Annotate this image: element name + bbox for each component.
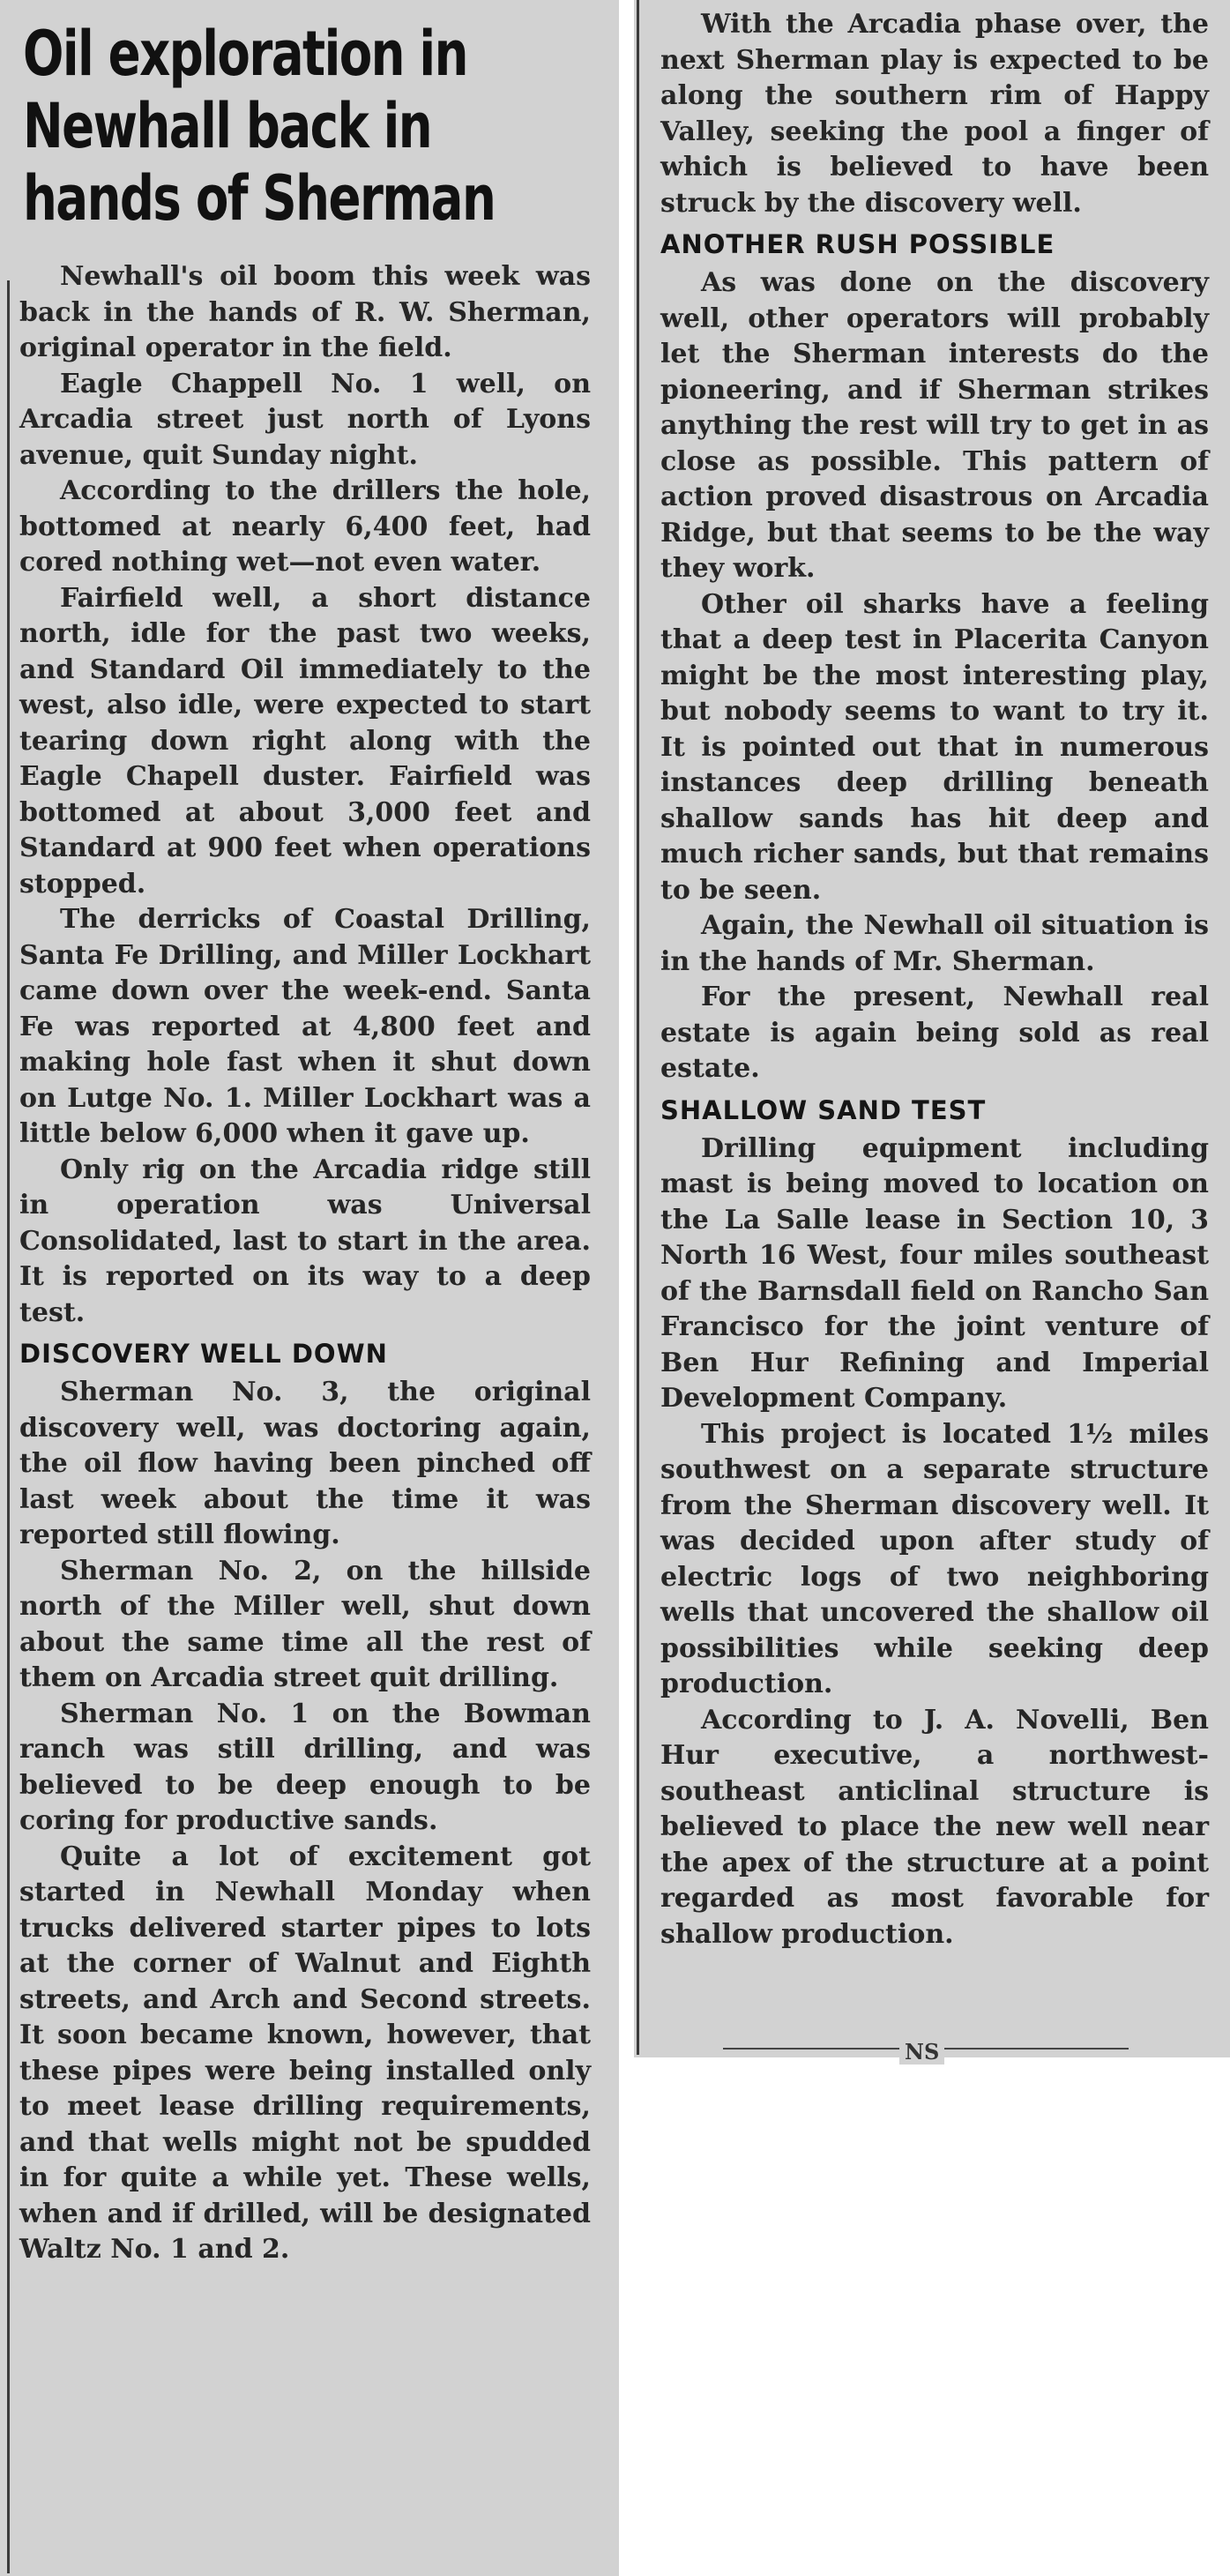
paragraph: Sherman No. 2, on the hillside north of the Miller well, shut down about the same time all the rest of them on Arcadia street quit drilling. [19, 1555, 591, 1693]
paragraph: Fairfield well, a short distance north, idle for the past two weeks, and Standard Oil immediately to the west, also idle, were expected to start tearing down right along with the Eagle Chapell duster. Fairfield was bottomed at about 3,000 feet and Standard at 900 feet when operations stopped. [19, 582, 591, 900]
paragraph: Sherman No. 1 on the Bowman ranch was still drilling, and was believed to be deep enough to be coring for productive sands. [19, 1698, 591, 1836]
paragraph: The derricks of Coastal Drilling, Santa Fe Drilling, and Miller Lockhart came down over the week-end. Santa Fe was reported at 4,800 feet and making hole fast when it shut down on Lutge No. 1. Miller Lockhart was a little below 6,000 when it gave up. [19, 904, 591, 1149]
paragraph: This project is located 1½ miles southwest on a separate structure from the Sherman discovery well. It was decided upon after study of electric logs of two neighboring wells that uncovered the shallow oil possibilities while seeking deep production. [660, 1418, 1209, 1699]
paragraph: With the Arcadia phase over, the next Sherman play is expected to be along the southern rim of Happy Valley, seeking the pool a finger of which is believed to have been struck by the discovery well. [660, 9, 1209, 219]
paragraph: According to the drillers the hole, bottomed at nearly 6,400 feet, had cored nothing wet—not even water. [19, 475, 591, 578]
column-rule-left [7, 280, 10, 2573]
headline: Oil exploration in Newhall back in hands of Sherman [23, 18, 496, 235]
subhead-shallow-sand-test: SHALLOW SAND TEST [660, 1094, 987, 1125]
signoff: NS [899, 2039, 944, 2065]
paragraph: According to J. A. Novelli, Ben Hur executive, a northwest-southeast anticlinal structure is believed to place the new well near the apex of the structure at a point regarded as most favorable for shallow production. [660, 1704, 1209, 1950]
paragraph: Again, the Newhall oil situation is in the hands of Mr. Sherman. [660, 910, 1209, 977]
right-column [634, 0, 1230, 2057]
subhead-another-rush-possible: ANOTHER RUSH POSSIBLE [660, 229, 1055, 259]
paragraph: Eagle Chappell No. 1 well, on Arcadia street just north of Lyons avenue, quit Sunday night. [19, 368, 591, 471]
paragraph: Newhall's oil boom this week was back in the hands of R. W. Sherman, original operator in the field. [19, 261, 591, 363]
paragraph: Drilling equipment including mast is being moved to location on the La Salle lease in Section 10, 3 North 16 West, four miles southeast of the Barnsdall field on Rancho San Francisco for the joint venture of Ben Hur Refining and Imperial Development Company. [660, 1132, 1209, 1414]
paragraph: Quite a lot of excitement got started in Newhall Monday when trucks delivered starter pipes to lots at the corner of Walnut and Eighth streets, and Arch and Second streets. It soon became known, however, that these pipes were being installed only to meet lease drilling requirements, and that wells might not be spudded in for quite a while yet. These wells, when and if drilled, will be designated Waltz No. 1 and 2. [19, 1841, 591, 2265]
subhead-discovery-well-down: DISCOVERY WELL DOWN [19, 1339, 388, 1369]
paragraph: Sherman No. 3, the original discovery well, was doctoring again, the oil flow having been pinched off last week about the time it was reported still flowing. [19, 1377, 591, 1550]
paragraph: Other oil sharks have a feeling that a deep test in Placerita Canyon might be the most interesting play, but nobody seems to want to try it. It is pointed out that in numerous instances deep drilling beneath shallow sands has hit deep and much richer sands, but that remains to be seen. [660, 588, 1209, 906]
paragraph: As was done on the discovery well, other operators will probably let the Sherman interests do the pioneering, and if Sherman strikes anything the rest will try to get in as close as possible. This pattern of action proved disastrous on Arcadia Ridge, but that seems to be the way they work. [660, 267, 1209, 584]
column-rule-right [637, 0, 639, 2055]
paragraph: For the present, Newhall real estate is again being sold as real estate. [660, 982, 1209, 1084]
paragraph: Only rig on the Arcadia ridge still in operation was Universal Consolidated, last to start in the area. It is reported on its way to a deep test. [19, 1154, 591, 1328]
